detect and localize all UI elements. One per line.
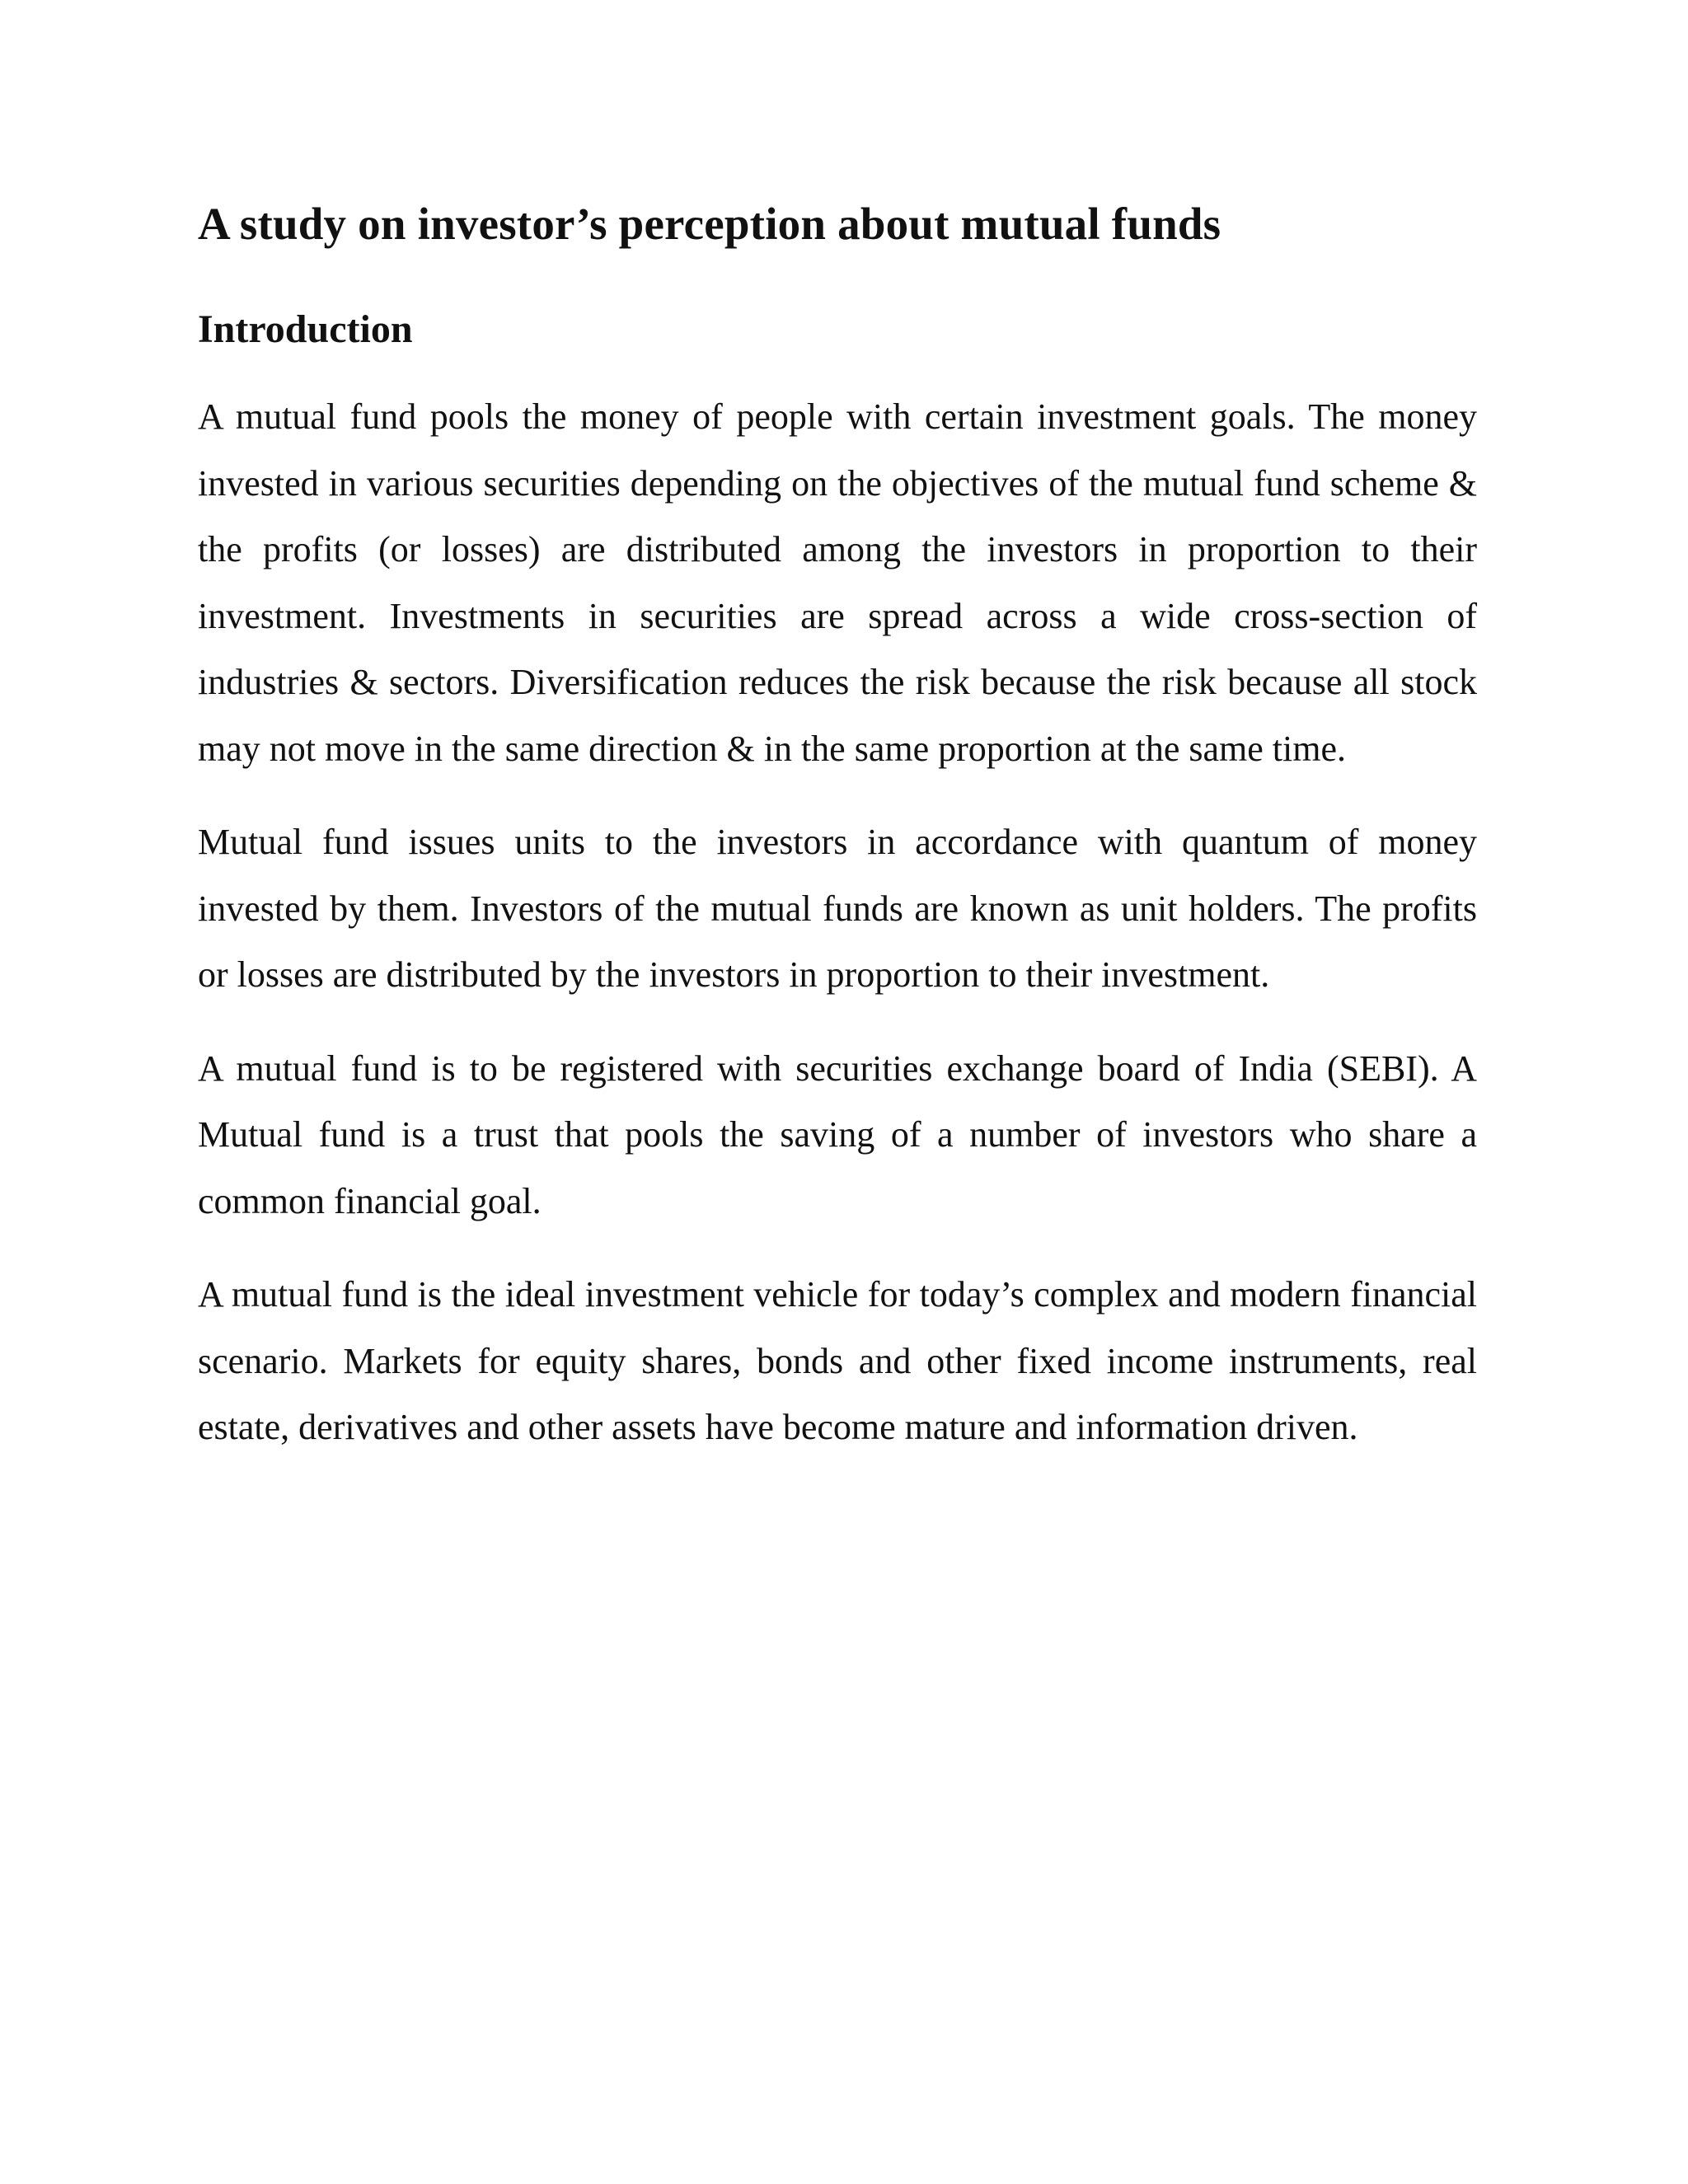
paragraph: A mutual fund is to be registered with securities exchange board of India (SEBI). A Mutual fund is a trust that pools the saving of a number of investors who share a common financial goal. — [198, 1047, 1477, 1221]
paragraph: A mutual fund pools the money of people with certain investment goals. The money invested in various securities depending on the objectives of the mutual fund scheme & the profits (or losses) are distributed among the investors in proportion to their investment. Investments in securities are spread across a wide cross-section of industries & sectors. Diversification reduces the risk because the risk because all stock may not move in the same direction & in the same proportion at the same time. — [198, 396, 1477, 769]
paragraph: Mutual fund issues units to the investors in accordance with quantum of money invested by them. Investors of the mutual funds are known as unit holders. The profits or losses are distributed by the investors in proportion to their investment. — [198, 822, 1477, 995]
section-heading-introduction: Introduction — [198, 307, 413, 351]
document-title: A study on investor’s perception about mutual funds — [198, 199, 1221, 249]
document-body — [198, 191, 1477, 1461]
paragraph: A mutual fund is the ideal investment vehicle for today’s complex and modern financial scenario. Markets for equity shares, bonds and other fixed income instruments, real estate, derivatives and other assets have become mature and information driven. — [198, 1274, 1477, 1447]
